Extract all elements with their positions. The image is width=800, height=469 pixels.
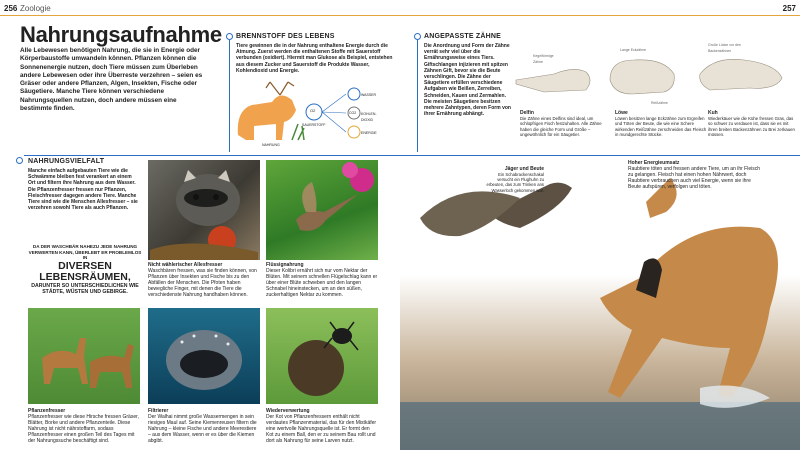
skull-caption-title: Löwe [615, 110, 628, 116]
brennstoff-text: Tiere gewinnen die in der Nahrung enthaltene Energie durch die Atmung. Zuerst werden die enthaltenen Stoffe mit Sauerstoff verbunden (oxidiert). Hiermit man Glukose als Beispiel, entstehen aus diesem Zucker und Sauerstoff die Produkte Wasser, Kohlendioxid und Energie. [236, 43, 393, 74]
section-guide-line [229, 40, 230, 152]
brennstoff-heading: BRENNSTOFF DES LEBENS [236, 33, 335, 40]
dung-beetle-figure [266, 308, 378, 404]
o2-label: O2 [310, 108, 316, 113]
photo-caption-hummingbird [266, 262, 378, 298]
raccoon-figure [148, 160, 260, 260]
jackal-label-title: Jäger und Beute [504, 166, 544, 172]
reaction-arrows [322, 94, 346, 132]
energie-label: ENERGIE [361, 131, 377, 135]
jackal-label-title: Hoher Energieumsatz [628, 160, 680, 166]
sauerstoff-label: SAUERSTOFF [302, 123, 326, 127]
hummingbird-figure [266, 160, 378, 260]
section-marker-dot [16, 157, 23, 164]
lion-skull-label: Lange Eckzähne [620, 48, 647, 52]
skull-caption-text: Löwen besitzen lange Eckzähne zum Ergreifen und Töten der Beute, die wie eine Schere wirkenden Reißzähne zerschneiden das Fleisch in mundgerechte Stücke. [615, 116, 707, 137]
skull-caption-cow [708, 110, 796, 137]
photo-caption-text: Pflanzenfresser wie diese Hirsche fressen Gräser, Blätter, Borke und andere Pflanzenteile. Diese Nahrung ist nicht nährstoffarm, sodass Pflanzenfresser einen großen Teil des Tages mit der Nahrungssuche beschäftigt sind. [28, 414, 139, 445]
jackal-label-1 [484, 166, 544, 193]
photo-caption-text: Waschbären fressen, was sie finden können, von Pflanzen über Insekten und Fische bis zu den Abfällen der Menschen. Die Pfoten haben bewegliche Finger, mit denen die Tiere die verschiedenste Nahrung handhaben können. [148, 268, 257, 299]
photo-caption-title: Nicht wählerischer Allesfresser [148, 262, 223, 268]
energy-icon [348, 126, 360, 138]
quote-highlight: DIVERSEN LEBENSRÄUMEN, [39, 259, 131, 283]
photo-caption-title: Filtrierer [148, 408, 169, 414]
jackal-photo [400, 158, 800, 450]
skull-caption-text: Die Zähne eines Delfins sind ideal, um schlüpfrigen Fisch festzuhalten. Alle Zähne haben die gleiche Form und Größe – ungewöhnlich für ein Säugetier. [520, 116, 602, 137]
deer-silhouette [238, 95, 296, 140]
zaehne-text: Die Anordnung und Form der Zähne verrät sehr viel über die Ernährungsweise eines Tiers. Giftschlangen injizieren mit spitzen Zähnen Gift, bevor sie die Beute verschlingen. Die Zähne der Säugetiere erfüllen verschiedene Aufgaben wie Beißen, Zerreiben, Schneiden, Kauen und Zermahlen. Die meisten Säugetiere besitzen mehrere Zahntypen, deren Form von ihrer Ernährung abhängt. [424, 43, 511, 118]
section-guide-line [417, 40, 418, 152]
jackal-label-2 [628, 160, 764, 190]
raccoon-quote [28, 244, 142, 295]
quote-tail: DARUNTER SO UNTERSCHIEDLICHEN WIE STÄDTE, WÜSTEN UND GEBIRGE. [31, 282, 139, 295]
jackal-label-text: Ein Schabrackenschakal versucht ein Flughuhn zu erbeuten, das zum Trinken ans Wasserloch gekommen war. [486, 172, 544, 193]
page-number-right: 257 [782, 4, 796, 13]
header-rule [0, 15, 800, 16]
raccoon-photo [148, 160, 260, 260]
cow-skull-label: Große Lücke vor den Backenzähnen [708, 43, 741, 54]
wasser-label: WASSER [361, 93, 377, 97]
whale-shark-photo [148, 308, 260, 404]
dolphin-skull [516, 69, 590, 92]
section-marker-dot [226, 33, 233, 40]
water-icon [348, 88, 360, 100]
photo-caption-title: Flüssignahrung [266, 262, 304, 268]
co2-label: CO2 [349, 111, 357, 115]
photo-caption-whale-shark [148, 408, 260, 444]
lion-skull-label-2: Reißzähne [651, 101, 668, 105]
photo-caption-text: Der Kot von Pflanzenfressern enthält nicht verdautes Pflanzenmaterial, das für den Mistkäfer eine wertvolle Nahrungsquelle ist. Er formt den Kot zu einem Ball, den er zu seinem Bau rollt und dort als Nahrung für seine Larven nutzt. [266, 414, 377, 445]
photo-caption-text: Dieser Kolibri ernährt sich nur vom Nektar der Blüten. Mit seinem schnellen Flügelschlag kann er über einer Blüte schweben und den langen Schnabel hineinstecken, um an den süßen, zuckerhaltigen Nektar zu kommen. [266, 268, 378, 299]
page-title: Nahrungsaufnahme [20, 22, 222, 47]
kohlendioxid-label: KOHLEN-DIOXID [361, 112, 377, 123]
dolphin-skull-label: Kegelförmige Zähne [533, 54, 554, 65]
antler-icon [266, 82, 294, 95]
photo-caption-raccoon [148, 262, 260, 298]
skull-caption-title: Kuh [708, 110, 718, 116]
section-marker-dot [414, 33, 421, 40]
deer-photo [28, 308, 140, 404]
page-number-left: 256 [4, 4, 18, 13]
skull-caption-lion [615, 110, 707, 137]
section-title: Zoologie [20, 4, 51, 13]
photo-caption-title: Pflanzenfresser [28, 408, 66, 414]
dung-beetle-photo [266, 308, 378, 404]
whale-shark-figure [148, 308, 260, 404]
lion-skull [610, 60, 674, 94]
photo-caption-deer [28, 408, 140, 444]
jackal-scene [400, 158, 800, 450]
jackal-label-text: Raubtiere töten und fressen andere Tiere, um an ihr Fleisch zu gelangen. Fleisch hat einen hohen Nährwert, doch Raubtiere verbrauchen auch viel Energie, wenn sie ihre Beute aufspüren, verfolgen und töten. [628, 166, 761, 191]
skull-caption-text: Wiederkäuer wie die Kühe fressen Gras, das so schwer zu verdauen ist, dass sie es mit ihren breiten Backenzähnen zu Brei zerkauen müssen. [708, 116, 795, 137]
section-guide-line [24, 155, 800, 156]
deer-figure [28, 308, 140, 404]
quote-lead: DA DER WASCHBÄR NAHEZU JEDE NAHRUNG VERWERTEN KANN, ÜBERLEBT ER PROBLEMLOS IN [28, 244, 142, 260]
lead-paragraph: Alle Lebewesen benötigen Nahrung, die sie in Energie oder Körperbaustoffe umwandeln können. Pflanzen können die Sonnenenergie nutzen, doch Tiere müssen zum Überleben andere Lebewesen oder ihre Überreste verzehren – seien es Gräser oder andere Pflanzen, Algen, Insekten, Fische oder Säugetiere. Manche Tiere können verschiedene Nahrungsquellen nutzen, doch andere müssen eine bestimmte finden. [20, 47, 203, 113]
skull-caption-title: Delfin [520, 110, 534, 116]
vielfalt-heading: NAHRUNGSVIELFALT [28, 158, 105, 165]
vielfalt-text: Manche einfach aufgebauten Tiere wie die Schwämme bleiben fest verankert an einem Ort und filtern ihre Nahrung aus dem Wasser. Die Pflanzenfresser fressen nur Pflanzen, Fleischfresser dagegen andere Tiere. Manche Tiere sind wie die Menschen Allesfresser – sie verzehren sowohl Tiere als auch Pflanzen. [28, 168, 138, 212]
photo-caption-dung-beetle [266, 408, 378, 444]
photo-caption-text: Der Walhai nimmt große Wassermengen in sein riesiges Maul auf. Seine Kiemenreusen filtern die Nahrung – kleine Fische und andere Meerestiere – aus dem Wasser, wenn er es über die Kiemen abgibt. [148, 414, 257, 445]
hummingbird-photo [266, 160, 378, 260]
skull-caption-dolphin [520, 110, 612, 137]
cow-skull [700, 59, 782, 90]
zaehne-heading: ANGEPASSTE ZÄHNE [424, 33, 501, 40]
photo-caption-title: Wiederverwertung [266, 408, 310, 414]
nahrung-label: NAHRUNG [262, 143, 280, 147]
